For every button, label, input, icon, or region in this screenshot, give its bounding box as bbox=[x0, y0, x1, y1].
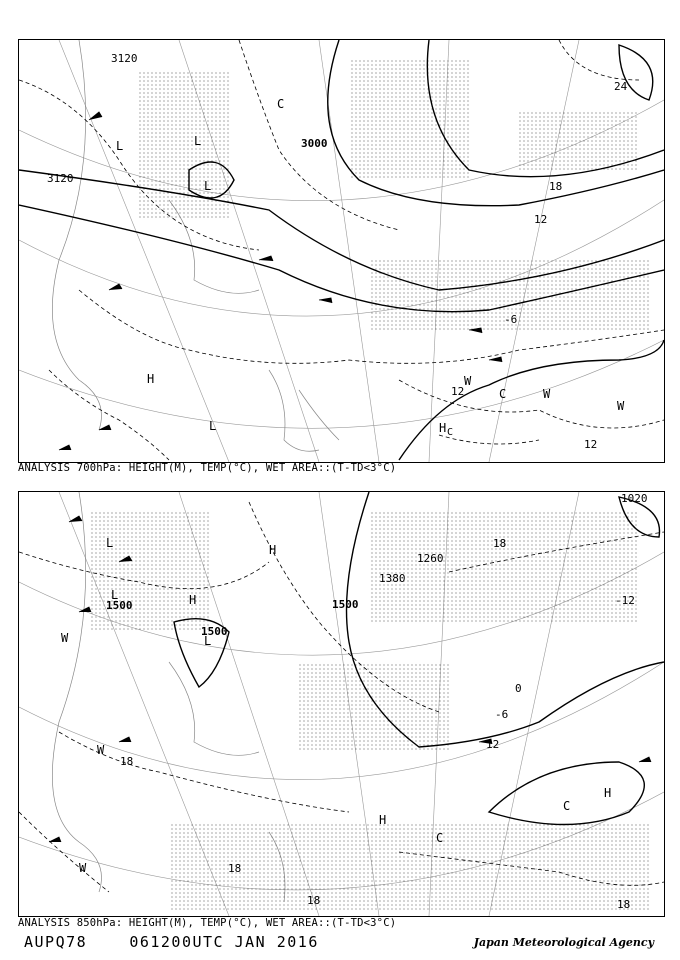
height-label: 3120 bbox=[111, 52, 138, 65]
temperature-label: 18 bbox=[307, 894, 321, 907]
center-marker: L bbox=[106, 536, 114, 550]
graticule bbox=[19, 40, 664, 462]
analysis-time: 061200UTC JAN 2016 bbox=[129, 933, 319, 951]
center-marker: L bbox=[194, 134, 202, 148]
center-marker: H bbox=[269, 543, 277, 557]
center-marker: W bbox=[617, 399, 625, 413]
temperature-label: 12 bbox=[534, 213, 548, 226]
temperature-label: 18 bbox=[228, 862, 242, 875]
height-label: 1380 bbox=[379, 572, 406, 585]
temperature-label: 18 bbox=[617, 898, 631, 911]
temperature-label: -6 bbox=[504, 313, 518, 326]
center-marker: W bbox=[543, 387, 551, 401]
center-marker: L bbox=[111, 588, 119, 602]
center-marker: L bbox=[209, 419, 217, 433]
height-label: 1020 bbox=[621, 492, 648, 505]
center-marker: W bbox=[61, 631, 69, 645]
temperature-label: 12 bbox=[451, 385, 465, 398]
product-code: AUPQ78 bbox=[24, 933, 88, 951]
temperature-label: 18 bbox=[120, 755, 134, 768]
panel-700-caption: ANALYSIS 700hPa: HEIGHT(M), TEMP(°C), WET AREA::(T-TD<3°C) bbox=[18, 462, 397, 474]
center-marker: L bbox=[204, 634, 212, 648]
center-marker: H bbox=[189, 593, 197, 607]
center-marker: C bbox=[447, 427, 454, 438]
temperature-label: 18 bbox=[549, 180, 563, 193]
center-marker: W bbox=[79, 861, 87, 875]
center-marker: L bbox=[204, 179, 212, 193]
temperature-label: 18 bbox=[493, 537, 507, 550]
center-marker: W bbox=[464, 374, 472, 388]
temperature-label: 12 bbox=[486, 738, 500, 751]
height-label: 3000 bbox=[301, 137, 328, 150]
center-marker: H bbox=[439, 421, 447, 435]
center-marker: C bbox=[277, 97, 285, 111]
center-marker: C bbox=[436, 831, 444, 845]
center-marker: H bbox=[379, 813, 387, 827]
map-panel-700hpa bbox=[18, 39, 665, 463]
height-label: 1500 bbox=[201, 625, 228, 638]
product-footer bbox=[24, 933, 319, 951]
height-contours bbox=[19, 40, 664, 460]
map-700hpa-canvas bbox=[19, 40, 664, 462]
agency-name: Japan Meteorological Agency bbox=[473, 936, 654, 949]
height-label: 1500 bbox=[332, 598, 359, 611]
temperature-label: 12 bbox=[584, 438, 598, 451]
height-label: 1500 bbox=[106, 599, 133, 612]
center-marker: W bbox=[97, 743, 105, 757]
map-panel-850hpa bbox=[18, 491, 665, 917]
center-marker: L bbox=[116, 139, 124, 153]
center-marker: H bbox=[147, 372, 155, 386]
temperature-label: -6 bbox=[495, 708, 509, 721]
temperature-contours bbox=[19, 40, 664, 460]
map-850hpa-canvas bbox=[19, 492, 664, 916]
temperature-label: 0 bbox=[515, 682, 522, 695]
center-marker: C bbox=[563, 799, 571, 813]
wet-area bbox=[89, 512, 649, 912]
temperature-label: 24 bbox=[614, 80, 628, 93]
height-label: 1260 bbox=[417, 552, 444, 565]
temperature-label: -12 bbox=[615, 594, 635, 607]
panel-850-caption: ANALYSIS 850hPa: HEIGHT(M), TEMP(°C), WET AREA::(T-TD<3°C) bbox=[18, 917, 397, 929]
center-marker: H bbox=[604, 786, 612, 800]
height-label: 3120 bbox=[47, 172, 74, 185]
center-marker: C bbox=[499, 387, 507, 401]
